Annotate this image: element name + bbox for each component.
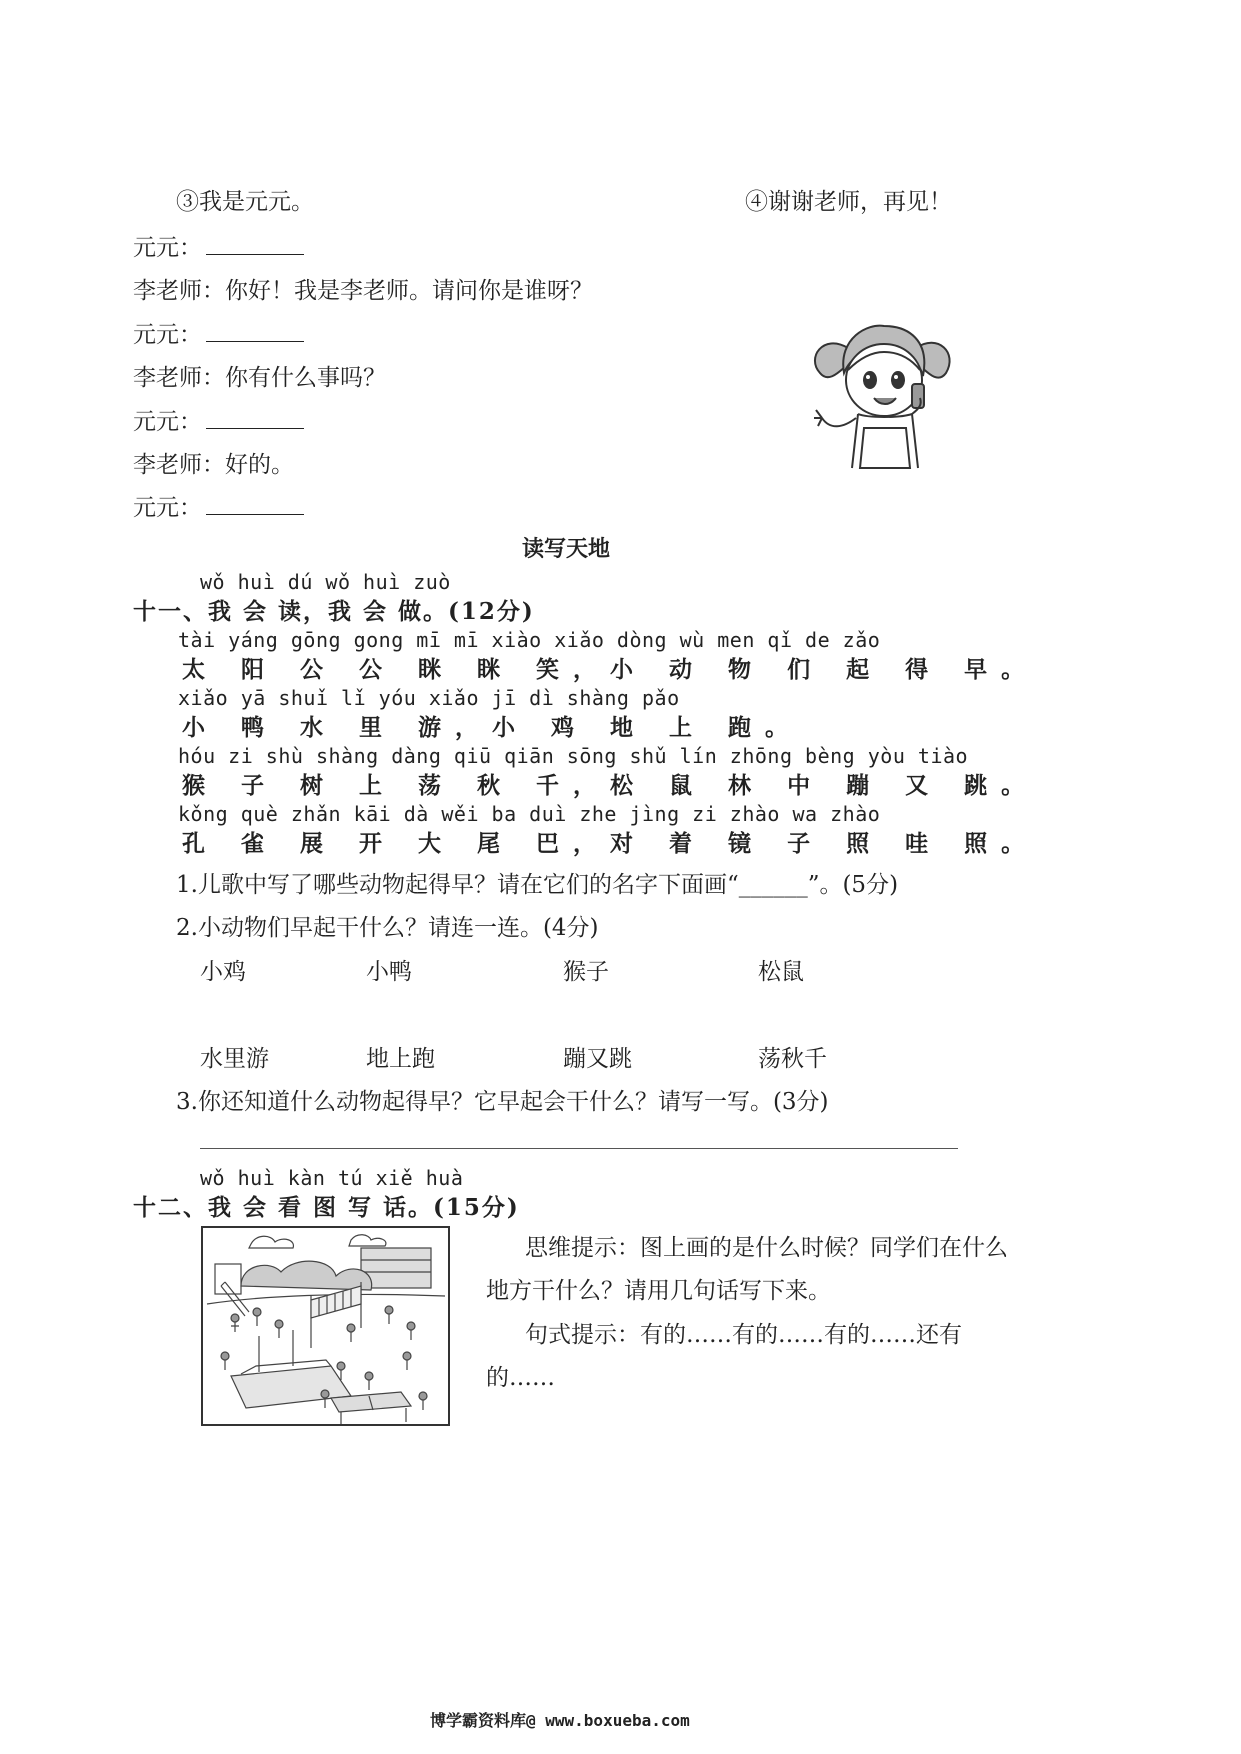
q11-heading: 十一、我 会 读，我 会 做。(12分) bbox=[133, 598, 535, 625]
q11-heading-pinyin: wǒ huì dú wǒ huì zuò bbox=[200, 570, 451, 594]
answer-blank-1[interactable] bbox=[206, 240, 304, 255]
action-swim[interactable]: 水里游 bbox=[200, 1046, 269, 1072]
hint-2-line-1: 句式提示：有的……有的……有的……还有 bbox=[525, 1322, 962, 1348]
answer-line[interactable] bbox=[200, 1148, 958, 1149]
section-title: 读写天地 bbox=[522, 536, 611, 562]
dialogue-line-5: 元元： bbox=[133, 403, 304, 436]
poem-line-4-pinyin: kǒng què zhǎn kāi dà wěi ba duì zhe jìng zi zhào wa zhào bbox=[178, 802, 881, 826]
q11-sub-3: 3.你还知道什么动物起得早？它早起会干什么？请写一写。(3分) bbox=[176, 1089, 829, 1115]
animal-squirrel[interactable]: 松鼠 bbox=[758, 959, 804, 985]
action-swing[interactable]: 荡秋千 bbox=[758, 1046, 827, 1072]
q11-sub-2: 2.小动物们早起干什么？请连一连。(4分) bbox=[176, 915, 599, 941]
answer-blank-2[interactable] bbox=[206, 327, 304, 342]
poem-line-1-pinyin: tài yáng gōng gong mī mī xiào xiǎo dòng wù men qǐ de zǎo bbox=[178, 628, 881, 652]
hint-1-line-2: 地方干什么？请用几句话写下来。 bbox=[486, 1278, 831, 1304]
answer-blank-4[interactable] bbox=[206, 500, 304, 515]
dialogue-line-7: 元元： bbox=[133, 489, 304, 522]
hint-1-line-1: 思维提示：图上画的是什么时候？同学们在什么 bbox=[525, 1235, 1008, 1261]
poem-line-3-pinyin: hóu zi shù shàng dàng qiū qiān sōng shǔ lín zhōng bèng yòu tiào bbox=[178, 744, 969, 768]
poem-line-2: 小 鸭 水 里 游，小 鸡 地 上 跑。 bbox=[182, 714, 803, 741]
action-jump[interactable]: 蹦又跳 bbox=[563, 1046, 632, 1072]
playground-picture bbox=[201, 1226, 450, 1426]
poem-line-2-pinyin: xiǎo yā shuǐ lǐ yóu xiǎo jī dì shàng pǎo bbox=[178, 686, 680, 710]
dialogue-line-1: 元元： bbox=[133, 229, 304, 262]
poem-line-3: 猴 子 树 上 荡 秋 千，松 鼠 林 中 蹦 又 跳。 bbox=[182, 772, 1039, 799]
poem-line-1: 太 阳 公 公 眯 眯 笑，小 动 物 们 起 得 早。 bbox=[182, 656, 1039, 683]
dialogue-line-6: 李老师：好的。 bbox=[133, 452, 294, 478]
action-run[interactable]: 地上跑 bbox=[366, 1046, 435, 1072]
q12-heading-pinyin: wǒ huì kàn tú xiě huà bbox=[200, 1166, 464, 1190]
footer-watermark: 博学霸资料库@ www.boxueba.com bbox=[430, 1711, 690, 1730]
option-4: ④谢谢老师，再见！ bbox=[745, 189, 952, 215]
dialogue-line-3: 元元： bbox=[133, 316, 304, 349]
animal-duck[interactable]: 小鸭 bbox=[366, 959, 412, 985]
answer-blank-3[interactable] bbox=[206, 414, 304, 429]
dialogue-line-4: 李老师：你有什么事吗？ bbox=[133, 365, 386, 391]
animal-monkey[interactable]: 猴子 bbox=[563, 959, 609, 985]
animal-chicken[interactable]: 小鸡 bbox=[200, 959, 246, 985]
dialogue-line-2: 李老师：你好！我是李老师。请问你是谁呀？ bbox=[133, 278, 593, 304]
hint-2-line-2: 的…… bbox=[486, 1365, 555, 1391]
girl-phone-illustration bbox=[808, 318, 960, 470]
q12-heading: 十二、我 会 看 图 写 话。(15分) bbox=[133, 1194, 520, 1221]
q11-sub-1: 1.儿歌中写了哪些动物起得早？请在它们的名字下面画“______”。(5分) bbox=[176, 872, 899, 898]
poem-line-4: 孔 雀 展 开 大 尾 巴，对 着 镜 子 照 哇 照。 bbox=[182, 830, 1039, 857]
option-3: ③我是元元。 bbox=[176, 189, 314, 215]
